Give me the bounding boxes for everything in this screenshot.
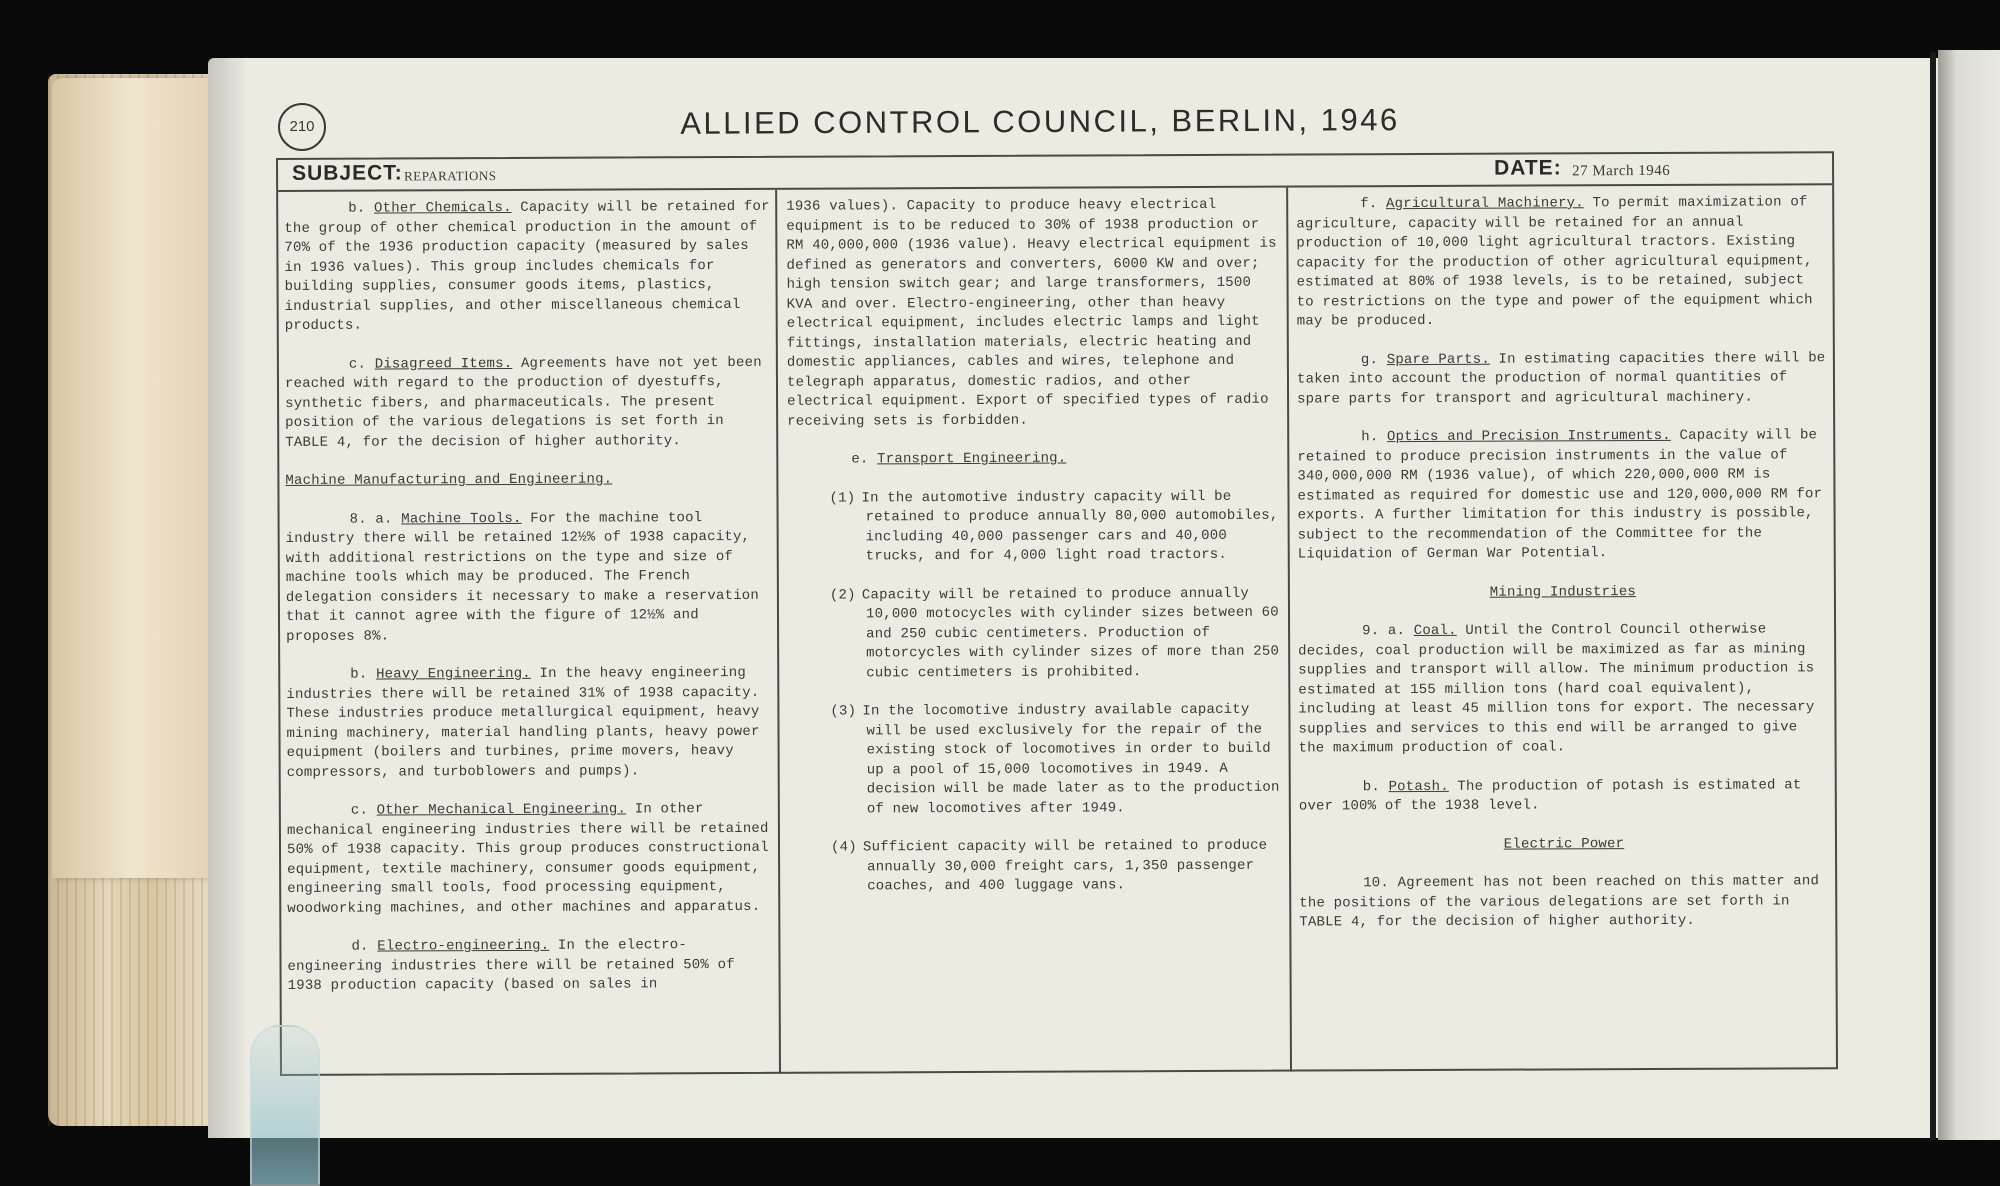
para-heading: Spare Parts.: [1386, 351, 1490, 368]
para-heading: Machine Tools.: [401, 510, 522, 527]
para-text: In the heavy engineering industries there will be retained 31% of 1938 capacity. These industries produce metallurgical equipment, heavy mining machinery, material handling plants, heavy power equipment (boilers and turbines, prime movers, heavy compressors, and turboblowers and pumps).: [286, 664, 760, 781]
list-item-text: In the automotive industry capacity will be retained to produce annually 80,000 automobiles, including 40,000 passenger cars and 40,000 trucks, and for 4,000 light road tractors.: [861, 488, 1279, 565]
para-lead: 9. a.: [1362, 623, 1406, 640]
para-lead: 8. a.: [349, 510, 393, 528]
list-item: [830, 701, 1285, 820]
subject-row: [278, 153, 1832, 192]
para-heading: Other Mechanical Engineering.: [376, 801, 627, 819]
para-lead: 10.: [1363, 875, 1390, 892]
section-heading-machine-manufacturing: Machine Manufacturing and Engineering.: [285, 471, 613, 489]
column-divider: [775, 190, 781, 1074]
para-heading: Other Chemicals.: [373, 199, 512, 217]
para-lead: c.: [348, 356, 367, 373]
para-lead: b.: [350, 666, 368, 683]
paragraph-electro-engineering: [287, 936, 775, 997]
page-holder-clip: [250, 1025, 320, 1186]
document-frame: [276, 151, 1838, 1076]
list-item: [830, 837, 1285, 897]
para-heading: Optics and Precision Instruments.: [1387, 427, 1671, 446]
date-value: 27 March 1946: [1572, 162, 1671, 180]
paragraph-other-chemicals: [284, 198, 773, 337]
section-heading-electric-power: Electric Power: [1503, 835, 1625, 853]
column-left: [284, 198, 776, 1016]
section-heading-mining: Mining Industries: [1489, 583, 1637, 601]
paragraph-disagreed-items: [285, 353, 773, 453]
para-lead: e.: [851, 451, 869, 468]
para-lead: h.: [1361, 429, 1379, 446]
list-item-number: (3): [830, 703, 857, 720]
para-text: The production of potash is estimated at over 100% of the 1938 level.: [1298, 776, 1802, 815]
paragraph-transport-engineering: [787, 449, 1283, 471]
subject-value: REPARATIONS: [404, 168, 497, 184]
list-item-text: Sufficient capacity will be retained to produce annually 30,000 freight cars, 1,350 passenger coaches, and 400 luggage vans.: [862, 837, 1268, 895]
paragraph-coal: [1298, 620, 1829, 759]
para-heading: Agricultural Machinery.: [1385, 195, 1584, 213]
para-text: For the machine tool industry there will be retained 12½% of 1938 capacity, with additional restrictions on the type and size of machine tools which may be produced. The French delegation considers it necessary to make a reservation that it cannot agree with the figure of 12½% and proposes 8%.: [285, 509, 760, 645]
para-lead: g.: [1360, 351, 1379, 368]
page-flap: [52, 78, 212, 878]
para-lead: b.: [348, 200, 366, 217]
paragraph-spare-parts: [1297, 349, 1827, 410]
paragraph-heavy-engineering: [286, 664, 775, 783]
para-text: To permit maximization of agriculture, capacity will be retained for an annual production of 10,000 light agricultural tractors. Existing capacity for the production of other agricultural equipment, estimated at 80% of 1938 levels, is to be retained, subject to restrictions on the type and power of the equipment which may be produced.: [1296, 194, 1813, 330]
para-text: Agreements have not yet been reached with regard to the production of dyestuffs, synthetic fibers, and pharmaceuticals. The present position of the various delegations is set forth in TABLE 4, for the decision of higher authority.: [284, 354, 762, 451]
list-item-text: In the locomotive industry available capacity will be used exclusively for the repair of the existing stock of locomotives in order to build up a pool of 15,000 locomotives in 1949. A decision will be made later as to the production of new locomotives after 1949.: [862, 701, 1280, 817]
para-text: In the electro-engineering industries there will be retained 50% of 1938 production capacity (based on sales in: [287, 937, 735, 994]
para-text: Capacity will be retained to produce precision instruments in the value of 340,000,000 RM (1936 value), of which 220,000,000 RM is estimated as required for domestic use and 120,000,000 RM for exports. A further limitation for this industry is possible, subject to the recommendation of the Committee for the Liquidation of German War Potential.: [1297, 427, 1823, 563]
binding-gutter: [1930, 52, 1936, 1140]
para-heading: Disagreed Items.: [374, 355, 513, 373]
page-title: ALLIED CONTROL COUNCIL, BERLIN, 1946: [680, 102, 1400, 141]
list-item: [829, 584, 1284, 683]
list-item-number: (4): [830, 839, 857, 856]
page-number: 210: [278, 103, 326, 151]
list-item-number: (1): [829, 489, 856, 507]
subject-label: SUBJECT:: [292, 161, 403, 185]
para-lead: f.: [1360, 196, 1378, 213]
para-text: Capacity will be retained for the group of other chemical production in the amount of 70% of the 1936 production capacity (measured by sales in 1936 values). This group includes chemicals for building supplies, consumer goods items, plastics, industrial supplies, and other miscellaneous chemical products.: [284, 198, 770, 334]
para-lead: d.: [351, 938, 369, 955]
para-lead: c.: [350, 802, 369, 819]
list-item-text: Capacity will be retained to produce annually 10,000 motocycles with cylinder sizes between 60 and 250 cubic centimeters. Production of motorcycles with cylinder sizes of more than 250 cubic centimeters is prohibited.: [861, 585, 1280, 681]
para-heading: Transport Engineering.: [877, 450, 1067, 468]
para-lead: b.: [1362, 778, 1380, 795]
para-heading: Potash.: [1388, 778, 1449, 795]
para-heading: Electro-engineering.: [377, 937, 550, 955]
para-text: In other mechanical engineering industries there will be retained 50% of 1938 capacity. This group produces constructional equipment, textile machinery, consumer goods equipment, engineering small tools, food processing equipment, woodworking machines, and other machines and apparatus.: [286, 801, 769, 917]
para-text: In estimating capacities there will be taken into account the production of normal quantities of spare parts for transport and agricultural machinery.: [1296, 349, 1826, 408]
paragraph-mechanical-engineering: [287, 800, 776, 919]
paragraph-electric-power: [1299, 872, 1829, 933]
date-label: DATE:: [1494, 156, 1562, 180]
para-heading: Coal.: [1413, 622, 1457, 640]
para-text: Until the Control Council otherwise decides, coal production will be maximized as far as mining supplies and transport will allow. The minimum production is estimated at 155 million tons (hard coal equivalent), including at least 45 million tons for export. The necessary supplies and services to this end will be arranged to give the maximum production of coal.: [1298, 621, 1815, 757]
para-heading: Heavy Engineering.: [376, 665, 531, 683]
paragraph-electro-continued: 1936 values). Capacity to produce heavy electrical equipment is to be reduced to 30% of 1938 production or RM 40,000,000 (1936 value). Heavy electrical equipment is defined as generators and converters, 6000 KW and over; high tension switch gear; and large transformers, 1500 KVA and over. Electro-engineering, other than heavy electrical equipment, includes electric lamps and light fittings, installation materials, electric heating and domestic appliances, cables and wires, telephone and telegraph apparatus, domestic radios, and other electrical equipment. Export of specified types of radio receiving sets is forbidden.: [786, 196, 1277, 430]
list-item-number: (2): [829, 586, 856, 604]
next-page-edge: [1938, 50, 2000, 1140]
paragraph-potash: [1299, 776, 1829, 817]
paragraph-machine-tools: [286, 508, 775, 647]
paragraph-agricultural-machinery: [1296, 193, 1827, 332]
column-divider: [1286, 188, 1292, 1072]
list-item: [829, 487, 1283, 567]
para-text: Agreement has not been reached on this matter and the positions of the various delegations are set forth in TABLE 4, for the decision of higher authority.: [1299, 873, 1820, 931]
transport-list: [787, 487, 1285, 897]
column-middle: [786, 196, 1285, 917]
clip-icon: [250, 1025, 320, 1186]
column-right: [1296, 193, 1829, 952]
paragraph-optics-precision: [1297, 426, 1828, 565]
